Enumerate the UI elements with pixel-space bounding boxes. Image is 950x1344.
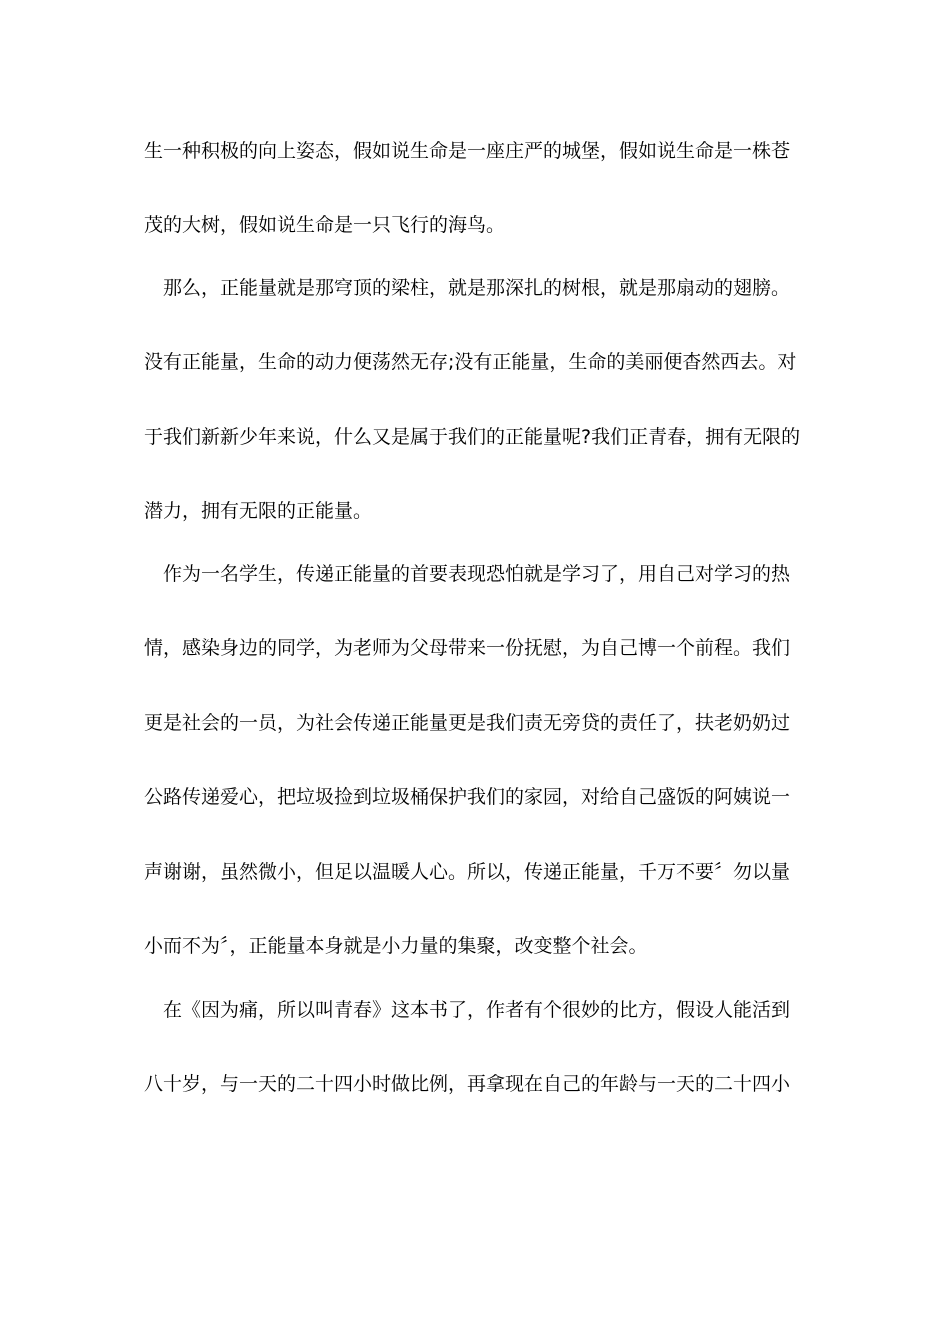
- text-line-6: 潜力，拥有无限的正能量。: [144, 500, 373, 522]
- text-line-8: 情，感染身边的同学，为老师为父母带来一份抚慰，为自己博一个前程。我们: [144, 637, 791, 659]
- text-line-7: 作为一名学生，传递正能量的首要表现恐怕就是学习了，用自己对学习的热: [163, 563, 791, 585]
- text-line-13: 在《因为痛，所以叫青春》这本书了，作者有个很妙的比方，假设人能活到: [163, 999, 791, 1021]
- text-line-3: 那么，正能量就是那穹顶的梁柱，就是那深扎的树根，就是那扇动的翅膀。: [163, 277, 791, 299]
- text-line-2: 茂的大树，假如说生命是一只飞行的海鸟。: [144, 214, 506, 236]
- text-line-12: 小而不为〞，正能量本身就是小力量的集聚，改变整个社会。: [144, 935, 648, 957]
- text-line-4: 没有正能量，生命的动力便荡然无存;没有正能量，生命的美丽便杳然西去。对: [144, 351, 797, 373]
- text-line-11: 声谢谢，虽然微小，但足以温暖人心。所以，传递正能量，千万不要〞勿以量: [144, 861, 791, 883]
- text-line-14: 八十岁，与一天的二十四小时做比例，再拿现在自己的年龄与一天的二十四小: [144, 1073, 791, 1095]
- text-line-10: 公路传递爱心，把垃圾捡到垃圾桶保护我们的家园，对给自己盛饭的阿姨说一: [144, 786, 791, 808]
- text-line-9: 更是社会的一员，为社会传递正能量更是我们责无旁贷的责任了，扶老奶奶过: [144, 712, 791, 734]
- text-line-1: 生一种积极的向上姿态，假如说生命是一座庄严的城堡，假如说生命是一株苍: [144, 140, 791, 162]
- text-line-5: 于我们新新少年来说，什么又是属于我们的正能量呢?我们正青春，拥有无限的: [144, 426, 801, 448]
